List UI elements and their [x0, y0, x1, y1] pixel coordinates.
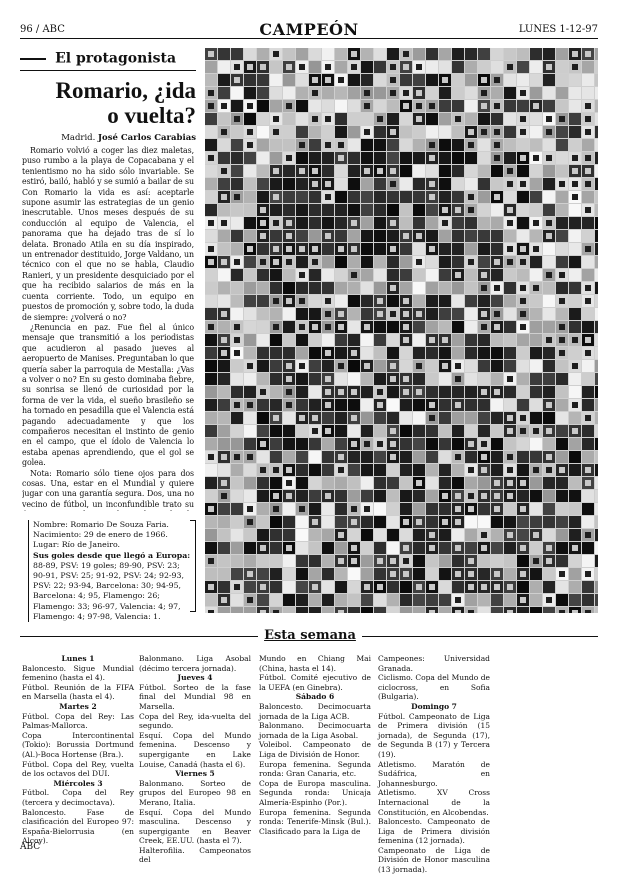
calendar-event: Campeones: Universidad Granada. — [378, 654, 490, 673]
calendar-event: Voleibol. Campeonato de Liga de División de Honor. — [259, 740, 371, 759]
calendar-event: Atletismo. Maratón de Sudáfrica, en Johannesburgo. — [378, 759, 490, 788]
calendar-event: Baloncesto. Fase de clasificación del Europeo 97: España-Bielorrusia (en Alcoy). — [22, 807, 134, 846]
calendar-event: Atletismo. XV Cross Internacional de la Constitución, en Alcobendas. — [378, 788, 490, 817]
calendar-event: Baloncesto. Decimocuarta jornada de la Liga ACB. — [259, 701, 371, 721]
calendar-day-heading: Viernes 5 — [175, 769, 215, 779]
article-paragraph: ¿Renuncia en paz. Fue fiel al único mensaje que transmitió a los periodistas que acudieron al pasado jueves al aeropuerto de Manises. Preguntaban lo que quería saber la parroquia de Mestalla: ¿Vas a volver o no? En su gesto dominaba fiebre, su sonrisa se llenó de curiosidad por la forma de ver la vida, el sueño brasileño se ha tornado en pesadilla que el Valencia está pagando adecuadamente y que los compañeros necesitan el instinto de genio en el campo, que el ídolo de Valencia lo estaba apenas aprendiendo, que el gol se golea. — [22, 322, 194, 468]
fact-name — [33, 520, 194, 530]
player-photo — [205, 48, 598, 613]
calendar-event: Balonmano. Sorteo de grupos del Europeo 98 en Merano, Italia. — [139, 778, 251, 807]
calendar-day-heading: Miércoles 3 — [53, 778, 103, 788]
calendar-column-2 — [139, 654, 251, 865]
calendar-event: Copa de Europa masculina. Segunda ronda: Unicaja Almería-Espinho (Por.). — [259, 778, 371, 807]
calendar-day-heading: Domingo 7 — [411, 701, 457, 711]
byline-place: Madrid. — [61, 133, 96, 143]
calendar-day-heading: Jueves 4 — [177, 673, 213, 683]
calendar-event: Balonmano. Decimocuarta jornada de la Liga Asobal. — [259, 721, 371, 740]
fact-name-value: Romario De Souza Faria. — [70, 520, 169, 529]
calendar-title — [0, 628, 620, 643]
calendar-event: Europa femenina. Segunda ronda: Gran Canaria, etc. — [259, 759, 371, 779]
headline-line-1: Romario, ¿ida — [55, 78, 196, 103]
player-photo-image — [205, 48, 598, 613]
calendar-column-3 — [259, 654, 371, 836]
calendar-event: Europa femenina. Segunda ronda: Tenerife-Minsk (Bul.). Clasificado para la Liga de — [259, 807, 371, 836]
calendar-event: Esquí. Copa del Mundo masculina. Descenso y supergigante en Beaver Creek, EE.UU. (hasta el 7). — [139, 807, 251, 846]
calendar-event: Fútbol. Sorteo de la fase final del Mundial 98 en Marsella. — [139, 682, 251, 711]
calendar-event: Ciclismo. Copa del Mundo de ciclocross, en Sofia (Bulgaria). — [378, 673, 490, 702]
fact-place-value: Río de Janeiro. — [61, 540, 120, 550]
fact-box — [28, 520, 194, 622]
protagonist-label-block — [20, 48, 196, 71]
fact-goals-text: 88-89, PSV: 19 goles; 89-90, PSV: 23; 90-91, PSV: 25; 91-92, PSV: 24; 92-93, PSV: 22; 93-94, Barcelona: 30; 94-95, Barcelona: 4; 95, Flamengo: 26; Flamengo: 33; 96-97, Valencia: 4; 97, Flamengo: 4; 97-98, Valencia: 1. — [33, 560, 184, 621]
calendar-event: Copa Intercontinental (Tokio): Borussia Dortmund (Al.)-Boca Hortense (Bra.). — [22, 730, 134, 759]
calendar-event: Fútbol. Campeonato de Liga de Primera división (15 jornada), de Segunda (17), de Segunda B (17) y Tercera (19). — [378, 711, 490, 759]
calendar-day-heading: Martes 2 — [59, 701, 97, 711]
fact-born-label: Nacimiento: — [33, 530, 82, 540]
calendar-day-heading: Lunes 1 — [61, 654, 95, 663]
fact-born — [33, 530, 194, 540]
footer-mark: ABC — [20, 842, 41, 852]
headline — [20, 78, 196, 128]
calendar-event: Copa del Rey, ida-vuelta del segundo. — [139, 711, 251, 731]
calendar-event: Fútbol. Copa del Rey: Las Palmas-Mallorca. — [22, 711, 134, 731]
section-title: CAMPEÓN — [259, 20, 359, 39]
calendar-event: Campeonato de Liga de División de Honor masculina (13 jornada). — [378, 845, 490, 875]
calendar-event: Fútbol. Copa del Rey, vuelta de los octavos del DUI. — [22, 759, 134, 779]
fact-born-value: 29 de enero de 1966. — [83, 530, 168, 540]
calendar-event: Baloncesto. Sigue Mundial femenino (hasta el 4). — [22, 663, 134, 683]
calendar-event: Baloncesto. Campeonato de Liga de Primera división femenina (12 jornada). — [378, 817, 490, 846]
headline-line-2: o vuelta? — [107, 103, 196, 128]
calendar-event: Mundo en Chiang Mai (China, hasta el 14). — [259, 654, 371, 673]
calendar-event: Fútbol. Reunión de la FIFA en Marsella (hasta el 4). — [22, 682, 134, 702]
calendar-column-4 — [378, 654, 490, 875]
calendar-day-heading: Sábado 6 — [295, 692, 335, 702]
fact-place — [33, 540, 194, 550]
calendar-event: Balonmano. Liga Asobal (décimo tercera jornada). — [139, 654, 251, 673]
page-date: LUNES 1-12-97 — [518, 24, 598, 35]
calendar-event: Fútbol. Comité ejecutivo de la UEFA (en Ginebra). — [259, 673, 371, 692]
label-dash — [20, 58, 46, 60]
calendar-event: Halterofilia. Campeonatos del — [139, 845, 251, 865]
label-rule — [20, 70, 196, 71]
article-paragraph: Nota: Romario sólo tiene ojos para dos cosas. Una, estar en el Mundial y quiere jugar con una garantía segura. Dos, una no vecino de fútbol, un inconfundible trato su — [22, 468, 194, 509]
byline-author: José Carlos Carabias — [98, 133, 196, 143]
byline — [20, 133, 196, 143]
protagonist-label: El protagonista — [55, 50, 177, 67]
article-body — [22, 146, 194, 511]
fact-goals-heading: Sus goles desde que llegó a Europa: — [33, 550, 191, 560]
article-paragraph: Romario volvió a coger las diez maletas, puso rumbo a la playa de Copacabana y el tenientismo no ha sido sólo invariable. Se estiró, bailó, habló y se sumió a bailar de su Con Romario la vida es así: aceptarle supone asumir las estrategias de un genio inescrutable. Unos meses después de su conducción al equipo de Valencia, el panorama que ha dejado tras de sí lo delata. Bronado Atila en su día inspirado, un entrenador destituido, Jorge Valdano, un técnico con el que no se habla, Claudio Ranieri, y un presidente desquiciado por el que ha recibido salarios de más en la cuenta corriente. Todo, un equipo en puestos de promoción y, sobre todo, la duda de siempre: ¿volverá o no? — [22, 146, 194, 322]
calendar-event: Esquí. Copa del Mundo femenina. Descenso y supergigante en Lake Louise, Canadá (hasta el 6). — [139, 730, 251, 769]
header-rule — [20, 38, 598, 39]
fact-place-label: Lugar: — [33, 540, 60, 550]
calendar-event: Fútbol. Copa del Rey (tercera y decimoctava). — [22, 788, 134, 807]
page-number: 96 / ABC — [20, 24, 65, 35]
fact-name-label: Nombre: — [33, 520, 68, 529]
fact-box-bracket — [190, 520, 196, 612]
calendar-title-text: Esta semana — [258, 628, 362, 643]
calendar-column-1 — [22, 654, 134, 846]
